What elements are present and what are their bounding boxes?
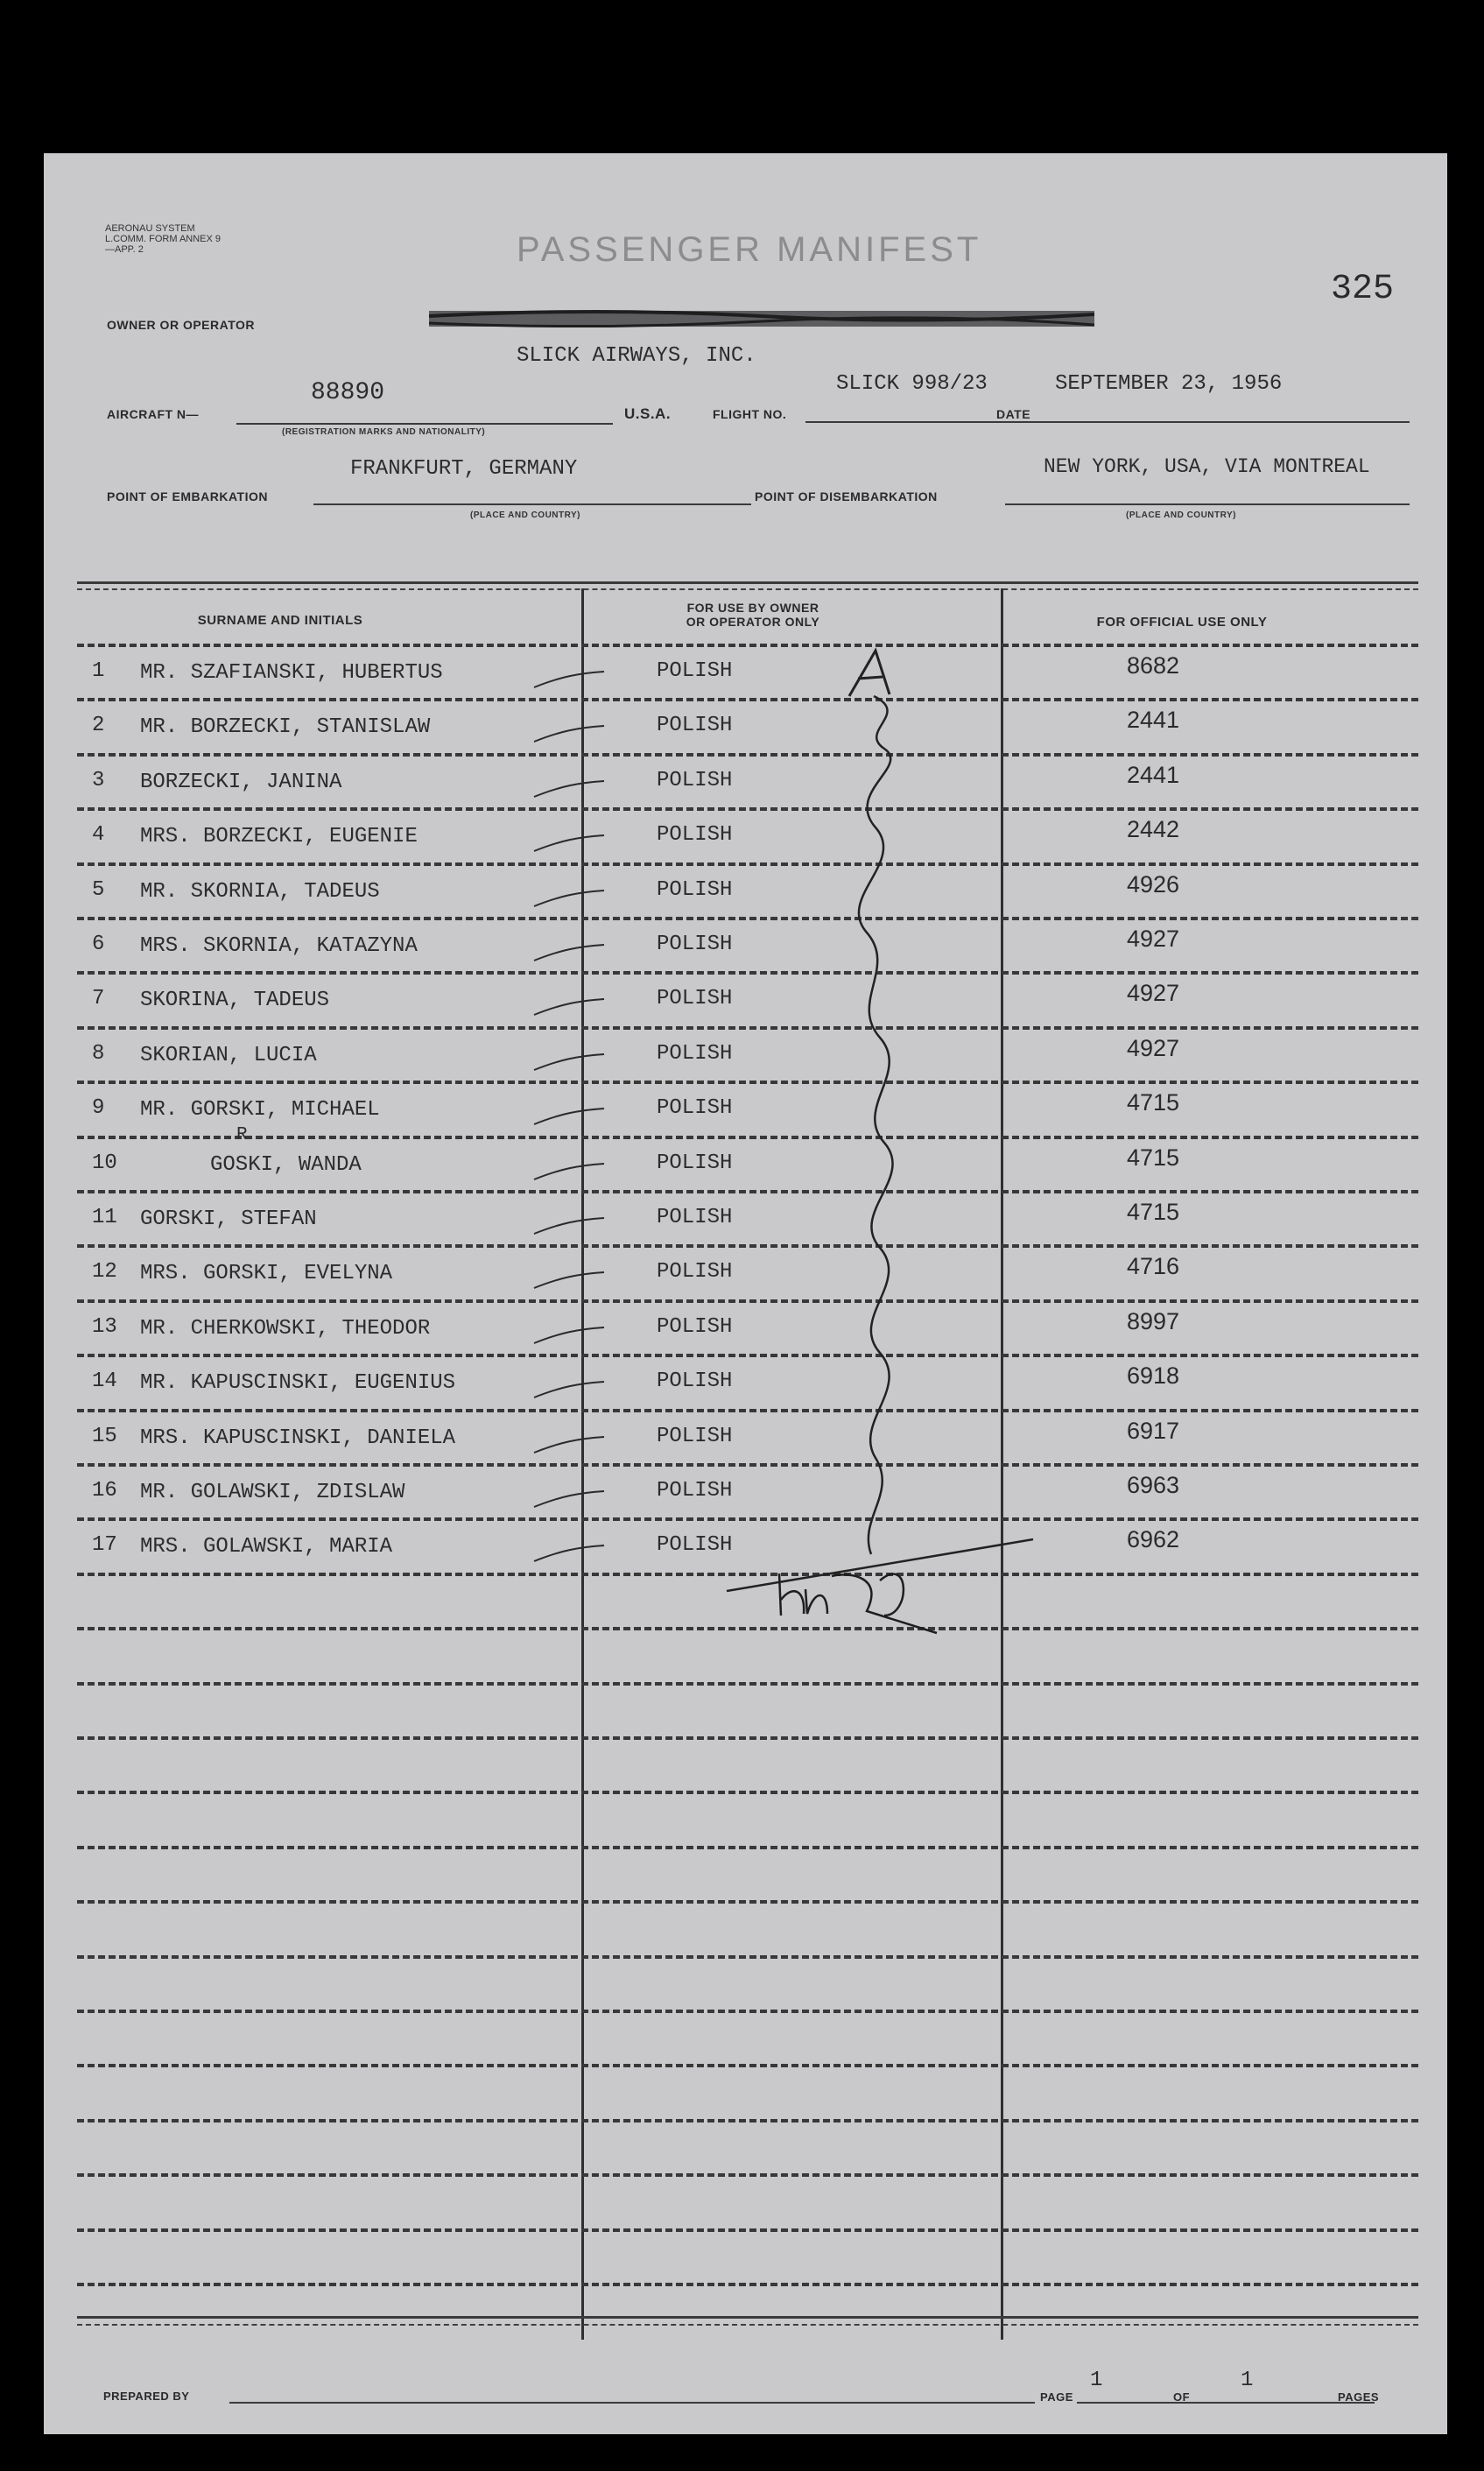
- row-rule: [77, 2064, 1418, 2067]
- row-rule: [77, 1682, 1418, 1686]
- pen-tick: [534, 835, 604, 851]
- nationality: POLISH: [657, 933, 733, 956]
- pen-tick: [534, 1382, 604, 1397]
- passenger-name: MR. BORZECKI, STANISLAW: [140, 715, 431, 739]
- date-value: SEPTEMBER 23, 1956: [1055, 372, 1283, 396]
- pen-tick: [534, 1109, 604, 1124]
- row-rule: [77, 1463, 1418, 1467]
- nationality: POLISH: [657, 823, 733, 847]
- row-rule: [77, 644, 1418, 647]
- nationality: POLISH: [657, 1096, 733, 1120]
- col-header-operator: FOR USE BY OWNER OR OPERATOR ONLY: [686, 601, 820, 629]
- official-number: 4716: [1126, 1253, 1180, 1279]
- flight-date-underline: [805, 421, 1410, 423]
- row-number: 3: [92, 769, 105, 792]
- pen-tick: [534, 945, 604, 961]
- passenger-name: BORZECKI, JANINA: [140, 771, 342, 794]
- passenger-name: SKORINA, TADEUS: [140, 989, 330, 1012]
- row-rule: [77, 753, 1418, 757]
- form-reference: AERONAU SYSTEM L.COMM. FORM ANNEX 9—APP. 2: [105, 223, 222, 255]
- disembark-place-caption: (PLACE AND COUNTRY): [1126, 510, 1236, 520]
- aircraft-label: AIRCRAFT N—: [107, 407, 200, 421]
- official-number: 4926: [1126, 871, 1180, 898]
- passenger-name: MR. KAPUSCINSKI, EUGENIUS: [140, 1371, 456, 1395]
- page-value: 1: [1090, 2369, 1103, 2392]
- official-number: 2442: [1126, 816, 1180, 842]
- pen-tick: [534, 672, 604, 687]
- table-bottom-rule-2: [77, 2324, 1418, 2326]
- passenger-name: MR. GOLAWSKI, ZDISLAW: [140, 1481, 405, 1504]
- row-rule: [77, 2010, 1418, 2013]
- passenger-name: MRS. SKORNIA, KATAZYNA: [140, 934, 418, 958]
- row-rule: [77, 1136, 1418, 1139]
- passenger-name: GORSKI, STEFAN: [140, 1207, 317, 1231]
- row-rule: [77, 1299, 1418, 1303]
- passenger-name: SKORIAN, LUCIA: [140, 1044, 317, 1067]
- row-rule: [77, 917, 1418, 920]
- table-bottom-rule-1: [77, 2316, 1418, 2319]
- row-number: 6: [92, 933, 105, 956]
- date-label: DATE: [996, 407, 1031, 421]
- passenger-name: MRS. GOLAWSKI, MARIA: [140, 1535, 393, 1559]
- row-number: 11: [92, 1206, 117, 1229]
- row-rule: [77, 2173, 1418, 2177]
- aircraft-value: 88890: [311, 379, 385, 406]
- official-number: 2441: [1126, 707, 1180, 733]
- row-number: 10: [92, 1151, 117, 1175]
- col-header-surname: SURNAME AND INITIALS: [197, 613, 363, 628]
- passenger-name: MRS. KAPUSCINSKI, DANIELA: [140, 1426, 456, 1450]
- pages-label: PAGES: [1338, 2390, 1380, 2404]
- embark-underline: [313, 503, 751, 505]
- official-number: 6917: [1126, 1418, 1180, 1444]
- pen-tick: [534, 1491, 604, 1507]
- row-number: 16: [92, 1479, 117, 1503]
- row-rule: [77, 1846, 1418, 1849]
- pen-tick: [534, 1054, 604, 1070]
- official-number: 4927: [1126, 926, 1180, 952]
- manifest-sheet: [44, 153, 1447, 2434]
- pen-tick: [534, 1272, 604, 1288]
- nationality: POLISH: [657, 1151, 733, 1175]
- row-rule: [77, 1573, 1418, 1576]
- row-rule: [77, 2119, 1418, 2123]
- official-number: 4927: [1126, 980, 1180, 1006]
- passenger-name: MR. SKORNIA, TADEUS: [140, 880, 380, 904]
- nationality: POLISH: [657, 1479, 733, 1503]
- pen-tick: [534, 1327, 604, 1343]
- usa-label: U.S.A.: [624, 405, 672, 422]
- pen-tick: [534, 891, 604, 906]
- official-number: 6918: [1126, 1362, 1180, 1389]
- row-rule: [77, 862, 1418, 866]
- row10-insertion: R: [236, 1125, 248, 1145]
- page-underline: [1077, 2402, 1217, 2404]
- pen-tick: [534, 781, 604, 797]
- official-number: 8997: [1126, 1308, 1180, 1334]
- disembark-value: NEW YORK, USA, VIA MONTREAL: [1044, 455, 1370, 478]
- disembark-underline: [1005, 503, 1410, 505]
- nationality: POLISH: [657, 878, 733, 902]
- row-number: 9: [92, 1096, 105, 1120]
- row-number: 1: [92, 659, 105, 683]
- official-number: 4927: [1126, 1035, 1180, 1061]
- flight-value: SLICK 998/23: [836, 372, 988, 396]
- nationality: POLISH: [657, 714, 733, 737]
- of-label: OF: [1173, 2390, 1191, 2404]
- passenger-name: MRS. BORZECKI, EUGENIE: [140, 825, 418, 848]
- row-rule: [77, 698, 1418, 701]
- page-stamp: 325: [1331, 270, 1395, 309]
- nationality: POLISH: [657, 1260, 733, 1284]
- nationality: POLISH: [657, 1369, 733, 1393]
- row-rule: [77, 1627, 1418, 1630]
- official-number: 4715: [1126, 1144, 1180, 1171]
- nationality: POLISH: [657, 1042, 733, 1066]
- official-number: 4715: [1126, 1089, 1180, 1116]
- row-rule: [77, 1791, 1418, 1794]
- row-rule: [77, 807, 1418, 811]
- table-top-rule-1: [77, 581, 1418, 584]
- row-rule: [77, 1409, 1418, 1412]
- row-number: 12: [92, 1260, 117, 1284]
- nationality: POLISH: [657, 769, 733, 792]
- pen-tick: [534, 1545, 604, 1561]
- pen-tick: [534, 1164, 604, 1179]
- row-number: 7: [92, 987, 105, 1010]
- row-number: 8: [92, 1042, 105, 1066]
- struck-operator-name: [429, 304, 1094, 334]
- of-value: 1: [1241, 2369, 1254, 2392]
- row-number: 17: [92, 1533, 117, 1557]
- row-rule: [77, 2283, 1418, 2286]
- row-number: 5: [92, 878, 105, 902]
- pen-tick: [534, 1437, 604, 1453]
- aircraft-underline: [236, 423, 613, 425]
- passenger-name: GOSKI, WANDA: [210, 1153, 362, 1177]
- row-rule: [77, 1190, 1418, 1193]
- embark-value: FRANKFURT, GERMANY: [350, 457, 578, 481]
- official-number: 4715: [1126, 1199, 1180, 1225]
- passenger-name: MR. CHERKOWSKI, THEODOR: [140, 1317, 431, 1341]
- row-rule: [77, 2228, 1418, 2232]
- passenger-name: MRS. GORSKI, EVELYNA: [140, 1262, 393, 1285]
- row-rule: [77, 1244, 1418, 1248]
- passenger-name: MR. SZAFIANSKI, HUBERTUS: [140, 661, 443, 685]
- nationality: POLISH: [657, 1315, 733, 1339]
- table-top-rule-2: [77, 588, 1418, 590]
- flight-label: FLIGHT NO.: [713, 407, 787, 421]
- pen-tick: [534, 726, 604, 742]
- nationality: POLISH: [657, 659, 733, 683]
- official-number: 6963: [1126, 1472, 1180, 1498]
- row-number: 15: [92, 1425, 117, 1448]
- passenger-name: MR. GORSKI, MICHAEL: [140, 1098, 380, 1122]
- embark-place-caption: (PLACE AND COUNTRY): [470, 510, 580, 520]
- nationality: POLISH: [657, 1206, 733, 1229]
- nationality: POLISH: [657, 987, 733, 1010]
- official-number: 2441: [1126, 762, 1180, 788]
- row-number: 2: [92, 714, 105, 737]
- disembark-label: POINT OF DISEMBARKATION: [755, 489, 938, 503]
- row-rule: [77, 1955, 1418, 1959]
- col-header-official: FOR OFFICIAL USE ONLY: [1096, 615, 1268, 630]
- row-number: 13: [92, 1315, 117, 1339]
- row-rule: [77, 1736, 1418, 1740]
- row-rule: [77, 1517, 1418, 1521]
- nationality: POLISH: [657, 1533, 733, 1557]
- page-label: PAGE: [1040, 2390, 1073, 2404]
- official-number: 6962: [1126, 1526, 1180, 1552]
- form-title: PASSENGER MANIFEST: [517, 230, 982, 269]
- prepared-by-underline: [229, 2402, 1035, 2404]
- registration-caption: (REGISTRATION MARKS AND NATIONALITY): [282, 427, 486, 437]
- row-rule: [77, 1026, 1418, 1030]
- row-number: 14: [92, 1369, 117, 1393]
- owner-value: SLICK AIRWAYS, INC.: [517, 344, 756, 368]
- pen-tick: [534, 1218, 604, 1234]
- row-rule: [77, 1900, 1418, 1904]
- nationality: POLISH: [657, 1425, 733, 1448]
- row-rule: [77, 971, 1418, 975]
- row-number: 4: [92, 823, 105, 847]
- owner-label: OWNER OR OPERATOR: [107, 318, 255, 332]
- row-rule: [77, 1081, 1418, 1084]
- official-number: 8682: [1126, 652, 1180, 679]
- row-rule: [77, 1354, 1418, 1357]
- embark-label: POINT OF EMBARKATION: [107, 489, 268, 503]
- pen-tick: [534, 999, 604, 1015]
- prepared-by-label: PREPARED BY: [103, 2390, 190, 2403]
